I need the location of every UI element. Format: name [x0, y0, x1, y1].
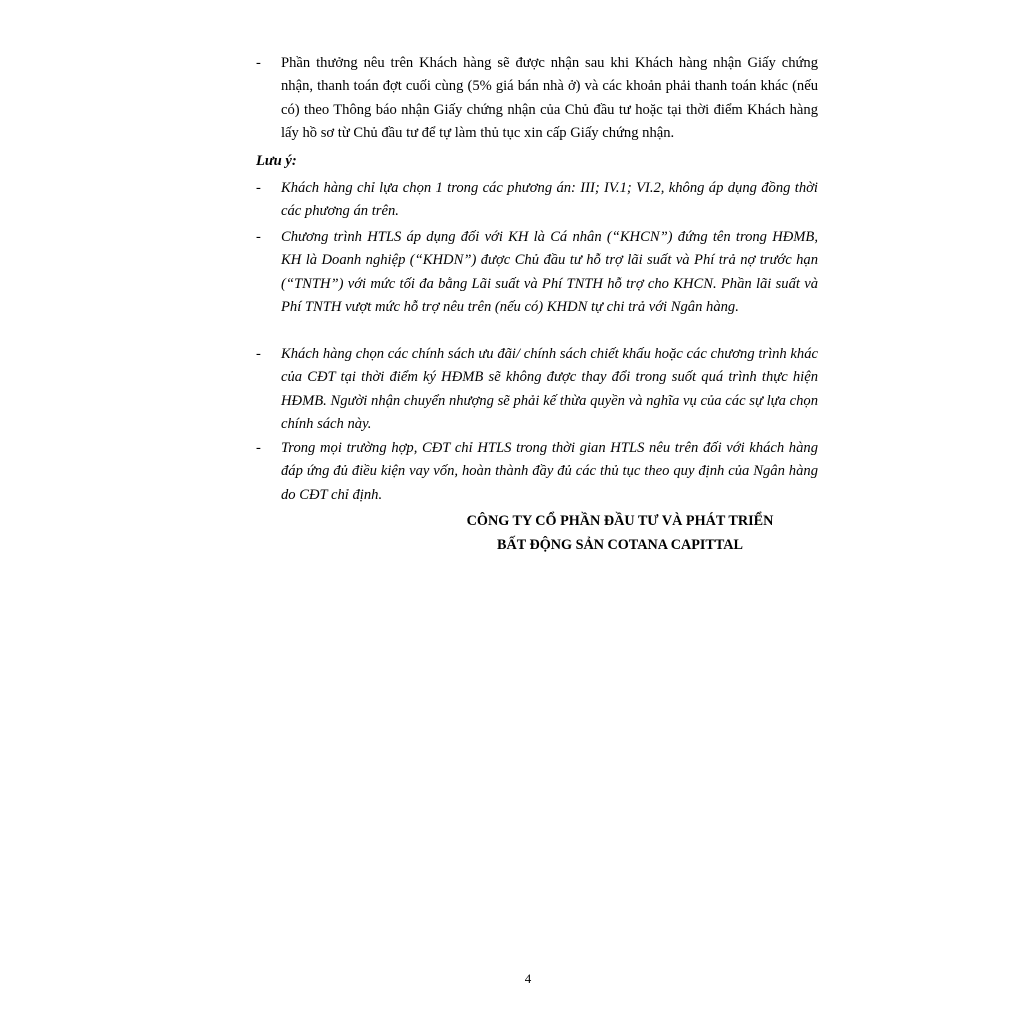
reward-paragraph	[256, 52, 818, 146]
note-item-text: Khách hàng chọn các chính sách ưu đãi/ chính sách chiết khấu hoặc các chương trình khác của CĐT tại thời điểm ký HĐMB sẽ không được thay đổi trong suốt quá trình thực hiện HĐMB. Người nhận chuyển nhượng sẽ phải kế thừa quyền và nghĩa vụ của các sự lựa chọn chính sách này.	[281, 346, 818, 433]
bullet-dash: -	[256, 55, 261, 71]
note-item	[256, 177, 818, 224]
note-item	[256, 437, 818, 507]
note-heading: Lưu ý:	[256, 153, 297, 169]
note-item-text: Trong mọi trường hợp, CĐT chỉ HTLS trong thời gian HTLS nêu trên đối với khách hàng đáp ứng đủ điều kiện vay vốn, hoàn thành đầy đủ các thủ tục theo quy định của Ngân hàng do CĐT chỉ định.	[281, 440, 818, 503]
bullet-dash: -	[256, 346, 261, 362]
page-number: 4	[524, 971, 532, 986]
note-item	[256, 226, 818, 320]
note-item-text: Chương trình HTLS áp dụng đối với KH là Cá nhân (“KHCN”) đứng tên trong HĐMB, KH là Doanh nghiệp (“KHDN”) được Chủ đầu tư hỗ trợ lãi suất và Phí trả nợ trước hạn (“TNTH”) với mức tối đa bằng Lãi suất và Phí TNTH hỗ trợ cho KHCN. Phần lãi suất và Phí TNTH vượt mức hỗ trợ nêu trên (nếu có) KHDN tự chi trả với Ngân hàng.	[281, 229, 818, 316]
note-item-text: Khách hàng chỉ lựa chọn 1 trong các phương án: III; IV.1; VI.2, không áp dụng đồng thời các phương án trên.	[281, 180, 818, 220]
bullet-dash: -	[256, 229, 261, 245]
bullet-dash: -	[256, 440, 261, 456]
company-signature-block	[420, 510, 820, 557]
company-name-line-1: CÔNG TY CỔ PHẦN ĐẦU TƯ VÀ PHÁT TRIỂN	[466, 513, 774, 529]
note-item	[256, 343, 818, 437]
bullet-dash: -	[256, 180, 261, 196]
company-name-line-2: BẤT ĐỘNG SẢN COTANA CAPITTAL	[497, 536, 743, 553]
reward-paragraph-text: Phần thưởng nêu trên Khách hàng sẽ được nhận sau khi Khách hàng nhận Giấy chứng nhận, thanh toán đợt cuối cùng (5% giá bán nhà ở) và các khoản phải thanh toán khác (nếu có) theo Thông báo nhận Giấy chứng nhận của Chủ đầu tư hoặc tại thời điểm Khách hàng lấy hồ sơ từ Chủ đầu tư để tự làm thủ tục xin cấp Giấy chứng nhận.	[281, 55, 818, 142]
